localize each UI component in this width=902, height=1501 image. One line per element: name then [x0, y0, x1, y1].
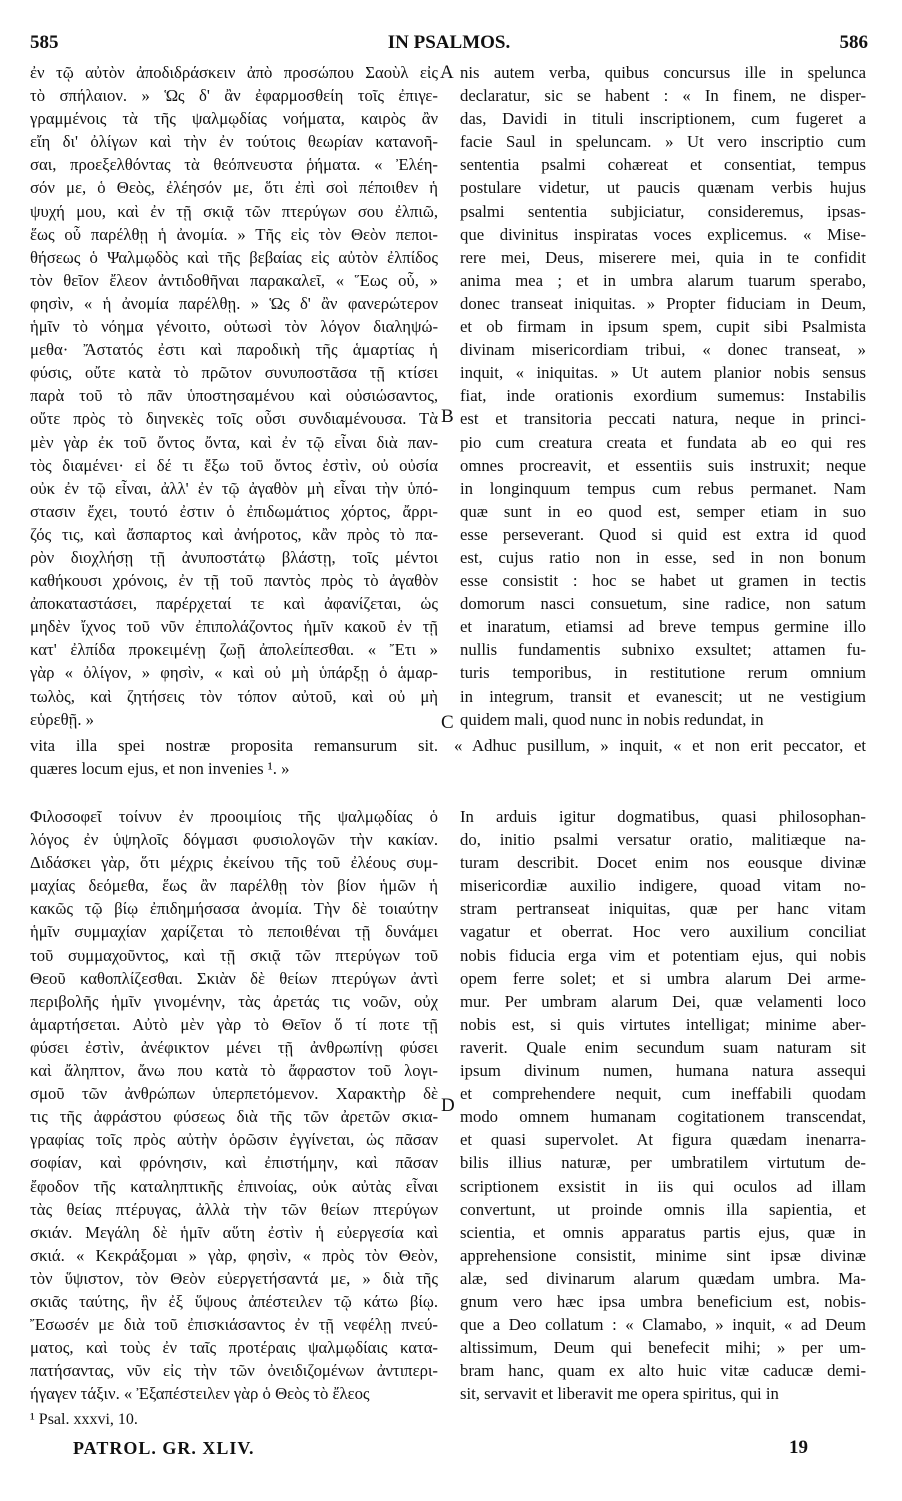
text-line: οὔτε πρὸς τὸ διηνεκὲς τοῖς οὖσι συνδιαμένουσα. Τὰ: [30, 409, 438, 429]
text-line: convertunt, ut proinde omnis illa sapientia, et: [460, 1199, 866, 1219]
text-line: fiat, inde orationis exordium sumemus: Instabilis: [460, 386, 866, 406]
margin-marker-c: C: [441, 712, 454, 733]
text-line: nobis fiducia erga vim et potentiam ejus, qui nobis: [460, 945, 866, 965]
text-line: sit, servavit et liberavit me opera spiritus, qui in: [460, 1384, 779, 1404]
text-line: ipsum divinum numen, humana natura assequi: [460, 1061, 866, 1081]
text-line: esse consistit : hoc se habet ut gramen in tectis: [460, 571, 866, 591]
text-line: τωλὸς, καὶ ζητήσεις τὸν τόπον αὐτοῦ, καὶ οὐ μὴ: [30, 686, 438, 706]
text-line: καθήκουσι χρόνοις, ἐν τῇ τοῦ παντὸς πρὸς τὸ ἀγαθὸν: [30, 571, 438, 591]
text-line: σκιά. « Κεκράξομαι » γὰρ, φησὶν, « πρὸς τὸν Θεὸν,: [30, 1245, 438, 1265]
text-line: gnum vero hæc ipsa umbra beneficium est, nobis-: [460, 1291, 866, 1311]
text-line: ἐν τῷ αὐτὸν ἀποδιδράσκειν ἀπὸ προσώπου Σαοὺλ εἰς: [30, 63, 438, 82]
text-line: et quasi supervolet. At figura quædam inenarra-: [460, 1130, 866, 1150]
text-line: μαχίας δεόμεθα, ἕως ἂν παρέλθῃ τὸν βίον ἡμῶν ἡ: [30, 876, 438, 896]
text-line: alæ, sed divinarum alarum quædam umbra. Ma-: [460, 1268, 866, 1288]
text-line: σκιᾶς ταύτης, ἣν ἐξ ὕψους ἀπέστειλεν τῷ κάτω βίῳ.: [30, 1291, 438, 1311]
text-line: σκιάν. Μεγάλη δὲ ἡμῖν αὕτη ἐστὶν ἡ εὐεργεσία καὶ: [30, 1222, 438, 1242]
text-line: κατ' ἐλπίδα προκειμένῃ ζωῇ ἀπολείπεσθαι. « Ἔτι »: [30, 640, 438, 660]
text-line: μεθα· Ἄστατός ἐστι καὶ παροδικὴ τῆς ἁμαρτίας ἡ: [30, 340, 438, 360]
text-line: σοφίαν, καὶ φρόνησιν, καὶ ἐπιστήμην, καὶ πᾶσαν: [30, 1153, 438, 1173]
text-line: opem ferre solet; et si umbra alarum Dei arme-: [460, 968, 866, 988]
margin-marker-b: B: [441, 406, 454, 427]
text-line: περιβολῆς ἡμῖν γινομένην, τὰς ἀρετάς τις νοῶν, οὐχ: [30, 991, 438, 1011]
full-width-lines: [30, 734, 866, 780]
text-line: et ob firmam in ipsum spem, cupit sibi Psalmista: [460, 317, 866, 337]
text-line: quidem mali, quod nunc in nobis redundat, in: [460, 709, 764, 729]
latin-column-bottom: [460, 805, 866, 1405]
running-title: IN PSALMOS.: [387, 32, 511, 53]
text-line: Θεοῦ καθοπλίζεσθαι. Σκιὰν δὲ θείων πτερύγων ἀντὶ: [30, 968, 438, 988]
text-line: est et transitoria peccati natura, neque in princi-: [460, 409, 866, 429]
text-line: vagatur et oberrat. Hoc vero auxilium conciliat: [460, 922, 866, 942]
text-line: que divinitus inspiratas voces explicemus. « Mise-: [460, 224, 866, 244]
text-line: divinam misericordiam tribui, « donec transeat, »: [460, 340, 866, 360]
text-line: τοῦ συμμαχοῦντος, καὶ τῇ σκιᾷ τῶν πτερύγων τοῦ: [30, 945, 438, 965]
text-line: bilis illius naturæ, per umbratilem virtutum de-: [460, 1153, 866, 1173]
text-line: ἁμαρτήσεται. Αὐτὸ μὲν γὰρ τὸ Θεῖον ὅ τί ποτε τῇ: [30, 1014, 438, 1034]
text-line: modo omnem humanam cogitationem transcendat,: [460, 1107, 866, 1127]
text-line: que a Deo collatum : « Clamabo, » inquit, « ad Deum: [460, 1315, 866, 1335]
text-line: declaratur, sic se habent : « In finem, ne disper-: [460, 86, 866, 106]
text-line: ζός τις, καὶ ἄσπαρτος καὶ ἀνήροτος, κἂν πρὸς τὸ πα-: [30, 524, 438, 544]
text-line: misericordiæ auxilio indigere, quoad vitam no-: [460, 876, 866, 896]
text-line: ἡμῖν συμμαχίαν χαρίζεται τὸ πεποιθέναι τῇ δυνάμει: [30, 922, 438, 942]
text-line: γὰρ « ὀλίγον, » φησὶν, « καὶ οὐ μὴ ὑπάρξῃ ὁ ἁμαρ-: [30, 663, 438, 683]
margin-marker-a: A: [440, 62, 454, 83]
text-line: ἀποκαταστάσει, παρέρχεταί τε καὶ ἀφανίζεται, ὡς: [30, 594, 438, 614]
text-line: τὸ σπήλαιον. » Ὡς δ' ἂν ἐφαρμοσθείη τοῖς ἐπιγε-: [30, 86, 438, 106]
text-line: donec transeat iniquitas. » Propter fiduciam in Deum,: [460, 293, 866, 313]
text-line: sententia psalmi cohæreat et consentiat, tempus: [460, 155, 866, 175]
text-line: ἔφοδον τῆς καταληπτικῆς ἐπινοίας, οὐκ αὐτὰς εἶναι: [30, 1176, 438, 1196]
text-line: quæ sunt in eo quod est, semper etiam in suo: [460, 501, 866, 521]
text-line: ἡμῖν τὸ νόημα γένοιτο, οὑτωσὶ τὸν λόγον διαληψώ-: [30, 317, 438, 337]
text-line: et inaratum, etiamsi ad breve tempus germine illo: [460, 617, 866, 637]
text-line: φύσις, οὔτε κατὰ τὸ πρῶτον συνυποστᾶσα τῇ κτίσει: [30, 363, 438, 383]
text-line: μὲν γὰρ ἐκ τοῦ ὄντος ὄντα, καὶ ἐν τῷ εἶναι διὰ παν-: [30, 432, 438, 452]
text-line: [30, 734, 866, 757]
text-line: εἴη δι' ὀλίγων καὶ τὴν ἐν τούτοις θεωρίαν κατανοῆ-: [30, 132, 438, 152]
text-line: nullis fundamentis subnixo exsultet; attamen fu-: [460, 640, 866, 660]
text-line: εὑρεθῇ. »: [30, 709, 95, 729]
text-line: τὸν θεῖον ἔλεον ἀντιδοθῆναι παρακαλεῖ, « Ἕως οὗ, »: [30, 270, 438, 290]
text-line: σόν με, ὁ Θεὸς, ἐλέησόν με, ὅτι ἐπὶ σοὶ πέποιθεν ἡ: [30, 178, 438, 198]
text-line: scriptionem exsistit in iis qui oculos ad illam: [460, 1176, 866, 1196]
text-line: postulare videtur, ut paucis quænam verbis hujus: [460, 178, 866, 198]
text-line: τις τῆς ἀφράστου φύσεως διὰ τῆς τῶν ἀρετῶν σκια-: [30, 1107, 438, 1127]
page-number-right: 586: [839, 32, 868, 53]
text-line: do, initio psalmi versatur oratio, malitiæque na-: [460, 830, 866, 850]
text-line: domorum nasci consuetum, sine radice, non satum: [460, 594, 866, 614]
text-line: in longinquum tempus cum rebus permanet. Nam: [460, 478, 866, 498]
greek-column-top: [30, 61, 438, 731]
text-line: in integrum, transit et evanescit; ut ne vestigium: [460, 686, 866, 706]
text-line: In arduis igitur dogmatibus, quasi philosophan-: [460, 807, 866, 826]
signature-mark: PATROL. GR. XLIV.: [73, 1438, 255, 1458]
greek-column-bottom: [30, 805, 438, 1405]
text-line: ματος, καὶ τοὺς ἐν ταῖς προτέραις ψαλμῳδίαις κατα-: [30, 1338, 438, 1358]
text-line: das, Davidi in tituli inscriptionem, cum fugeret a: [460, 109, 866, 129]
text-line: pio cum creatura creata et fundata ab eo qui res: [460, 432, 866, 452]
text-line: omnes procreavit, et essentiis suis instruxit; neque: [460, 455, 866, 475]
text-line: πατήσαντας, νῦν εἰς τὴν τῶν ὀνειδιζομένων ἀντιπερι-: [30, 1361, 438, 1381]
running-header: [30, 32, 868, 56]
page-number-left: 585: [30, 32, 59, 53]
text-line: τὰς θείας πτέρυγας, ἀλλὰ τὴν τῶν θείων πτερύγων: [30, 1199, 438, 1219]
text-line: et comprehendere nequit, cum ineffabili quodam: [460, 1084, 866, 1104]
text-line-right: « Adhuc pusillum, » inquit, « et non erit peccator, et: [454, 736, 866, 755]
text-line: ρὸν διοχλήσῃ τῇ ἀνυποστάτῳ βλάστῃ, τοῖς μέντοι: [30, 547, 438, 567]
text-line: Φιλοσοφεῖ τοίνυν ἐν προοιμίοις τῆς ψαλμῳδίας ὁ: [30, 807, 438, 826]
text-line: γραφίας τοῖς πρὸς αὐτὴν ὁρῶσιν ἐγγίνεται, ὡς πᾶσαν: [30, 1130, 438, 1150]
text-line: est, cujus ratio non in esse, sed in non bonum: [460, 547, 866, 567]
text-line: θήσεως ὁ Ψαλμῳδὸς καὶ τῆς βεβαίας εἰς αὐτὸν ἐλπίδος: [30, 247, 438, 267]
text-line: mur. Per umbram alarum Dei, quæ velamenti loco: [460, 991, 866, 1011]
text-line: Διδάσκει γὰρ, ὅτι μέχρις ἐκείνου τῆς τοῦ ἐλέους συμ-: [30, 853, 438, 873]
text-line: apprehensione consistit, minime sint ipsæ divinæ: [460, 1245, 866, 1265]
signature-number: 19: [789, 1437, 808, 1458]
text-line: rere mei, Deus, miserere mei, quia in te confidit: [460, 247, 866, 267]
text-line: λόγος ἐν ὑψηλοῖς δόγμασι φυσιολογῶν τὴν κακίαν.: [30, 830, 438, 850]
text-line: φησὶν, « ἡ ἀνομία παρέλθῃ. » Ὡς δ' ἂν φανερώτερον: [30, 293, 438, 313]
text-line: οὐκ ἐν τῷ εἶναι, ἀλλ' ἐν τῷ ἀγαθὸν μὴ εἶναι τὴν ὑπό-: [30, 478, 438, 498]
text-line: stram pertranseat iniquitas, quæ per hanc vitam: [460, 899, 866, 919]
text-line: bram hanc, quam ex alto huic vitæ caducæ demi-: [460, 1361, 866, 1381]
text-line: raverit. Quale enim secundum suam naturam sit: [460, 1037, 866, 1057]
text-line: σμοῦ τῶν ἀνθρώπων ὑπερπετόμενον. Χαρακτὴρ δὲ: [30, 1084, 438, 1104]
latin-column-top: [460, 61, 866, 731]
text-line: τὸν ὕψιστον, τὸν Θεὸν εὐεργετήσαντά με, » διὰ τῆς: [30, 1268, 438, 1288]
text-line: σαι, προεξελθόντας τὰ θεόπνευστα ῥήματα. « Ἐλέη-: [30, 155, 438, 175]
text-line: φύσει ἐστὶν, ἀνέφικτον μένει τῇ ἀνθρωπίνῃ φύσει: [30, 1037, 438, 1057]
text-line: nis autem verba, quibus concursus ille in spelunca: [460, 63, 866, 82]
text-line: esse perseverant. Quod si quid est extra id quod: [460, 524, 866, 544]
text-line: [30, 757, 866, 780]
text-line: inquit, « iniquitas. » Ut autem planior nobis sensus: [460, 363, 866, 383]
text-line: καὶ ἄληπτον, ἄνω που κατὰ τὸ ἄφραστον τοῦ λογι-: [30, 1061, 438, 1081]
text-line: altissimum, Deum qui benefecit mihi; » per um-: [460, 1338, 866, 1358]
text-line: παρὰ τοῦ τὸ πᾶν ὑποστησαμένου καὶ οὐσιώσαντος,: [30, 386, 438, 406]
text-line: κακῶς τῷ βίῳ ἐπιδημήσασα ἀνομία. Τὴν δὲ τοιαύτην: [30, 899, 438, 919]
text-line: ἕως οὗ παρέλθῃ ἡ ἀνομία. » Τῆς εἰς τὸν Θεὸν πεποι-: [30, 224, 438, 244]
text-line: turis temporibus, in restitutione rerum omnium: [460, 663, 866, 683]
text-line: nobis est, si quis virtutes intelligat; minime aber-: [460, 1014, 866, 1034]
text-line-left: quæres locum ejus, et non invenies ¹. »: [30, 759, 290, 779]
margin-marker-d: D: [441, 1095, 455, 1116]
text-line: turam describit. Docet enim nos eousque divinæ: [460, 853, 866, 873]
text-line: στασιν ἔχει, τουτό ἐστιν ὁ ἐπιδωμάτιος χόρτος, ἄρρι-: [30, 501, 438, 521]
text-line: ήγαγεν τάξιν. « Ἐξαπέστειλεν γὰρ ὁ Θεὸς τὸ ἔλεος: [30, 1384, 370, 1404]
text-line: τὸς διαμένει· εἰ δέ τι ἔξω τοῦ ὄντος ἐστὶν, οὐ οὐσία: [30, 455, 438, 475]
text-line: γραμμένοις τὰ τῆς ψαλμῳδίας νοήματα, καιρὸς ἂν: [30, 109, 438, 129]
text-line: psalmi sententia subjiciatur, consideremus, ipsas-: [460, 201, 866, 221]
text-line-left: vita illa spei nostræ proposita remansurum sit.: [30, 736, 438, 755]
text-line: ψυχή μου, καὶ ἐν τῇ σκιᾷ τῶν πτερύγων σου ἐλπιῶ,: [30, 201, 438, 221]
text-line: μηδὲν ἴχνος τοῦ νῦν ἐπιπολάζοντος ἡμῖν κακοῦ ἐν τῇ: [30, 617, 438, 637]
text-line: anima mea ; et in umbra alarum tuarum sperabo,: [460, 270, 866, 290]
footnote: ¹ Psal. xxxvi, 10.: [30, 1411, 138, 1428]
text-line: Ἔσωσέν με διὰ τοῦ ἐπισκιάσαντος ἐν τῇ νεφέλῃ πνεύ-: [30, 1315, 438, 1335]
text-line: scientia, et omnis apparatus partis ejus, quæ in: [460, 1222, 866, 1242]
text-line: facie Saul in speluncam. » Ut vero inscriptio cum: [460, 132, 866, 152]
